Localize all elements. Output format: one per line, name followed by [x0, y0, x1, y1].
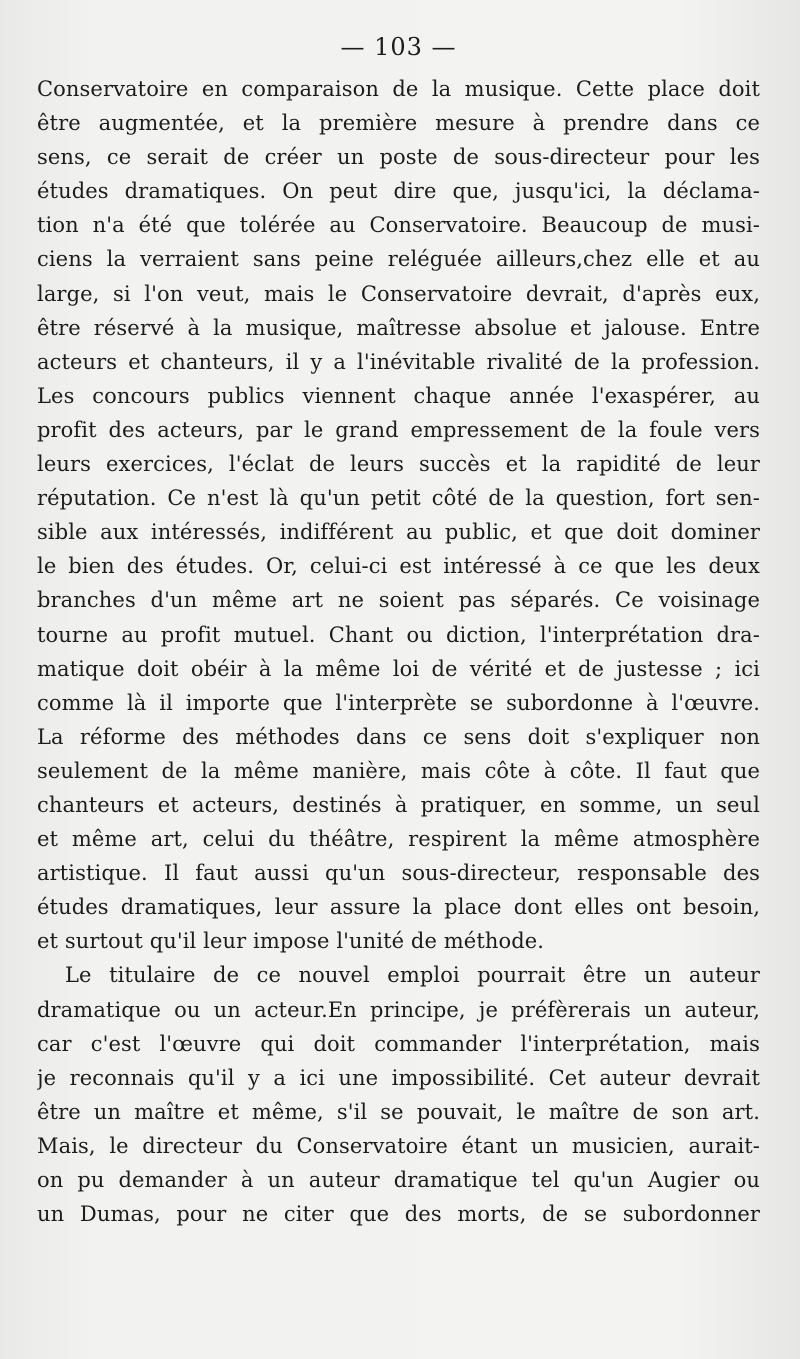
- text-line: le bien des études. Or, celui-ci est intéressé à ce que les deux: [37, 554, 760, 579]
- text-line: être un maître et même, s'il se pouvait, le maître de son art.: [37, 1099, 760, 1124]
- text-line: être réservé à la musique, maîtresse absolue et jalouse. Entre: [37, 315, 760, 340]
- text-line: tourne au profit mutuel. Chant ou diction, l'interprétation dra-: [37, 622, 760, 647]
- text-line: Les concours publics viennent chaque année l'exaspérer, au: [37, 383, 760, 408]
- text-line: profit des acteurs, par le grand empressement de la foule vers: [37, 417, 760, 442]
- text-line: être augmentée, et la première mesure à prendre dans ce: [37, 111, 760, 136]
- body-text: [37, 72, 760, 1231]
- text-line: on pu demander à un auteur dramatique tel qu'un Augier ou: [37, 1168, 760, 1192]
- page-number: — 103 —: [340, 33, 457, 61]
- text-line: branches d'un même art ne soient pas séparés. Ce voisinage: [37, 588, 760, 613]
- text-line: et surtout qu'il leur impose l'unité de méthode.: [37, 929, 545, 954]
- text-line: chanteurs et acteurs, destinés à pratiquer, en somme, un seul: [37, 792, 760, 817]
- text-line: je reconnais qu'il y a ici une impossibilité. Cet auteur devrait: [37, 1065, 760, 1090]
- text-line: réputation. Ce n'est là qu'un petit côté de la question, fort sen-: [37, 486, 760, 511]
- text-line: sible aux intéressés, indifférent au public, et que doit dominer: [37, 520, 760, 545]
- text-line: tion n'a été que tolérée au Conservatoire. Beaucoup de musi-: [37, 213, 760, 238]
- text-line: large, si l'on veut, mais le Conservatoire devrait, d'après eux,: [37, 281, 760, 306]
- text-line: seulement de la même manière, mais côte à côte. Il faut que: [37, 758, 760, 783]
- text-line: et même art, celui du théâtre, respirent la même atmosphère: [37, 827, 760, 852]
- paragraph: [37, 72, 760, 958]
- text-line: sens, ce serait de créer un poste de sous-directeur pour les: [37, 145, 760, 170]
- text-line: leurs exercices, l'éclat de leurs succès et la rapidité de leur: [37, 452, 760, 477]
- text-line: un Dumas, pour ne citer que des morts, de se subordonner: [37, 1202, 760, 1227]
- text-line: artistique. Il faut aussi qu'un sous-directeur, responsable des: [37, 861, 760, 886]
- text-line: La réforme des méthodes dans ce sens doit s'expliquer non: [37, 724, 760, 749]
- text-line: Mais, le directeur du Conservatoire étant un musicien, aurait-: [37, 1133, 760, 1158]
- text-line: acteurs et chanteurs, il y a l'inévitable rivalité de la profession.: [37, 349, 760, 374]
- text-line: car c'est l'œuvre qui doit commander l'interprétation, mais: [37, 1031, 760, 1056]
- text-line: dramatique ou un acteur.En principe, je préfèrerais un auteur,: [37, 997, 760, 1022]
- paragraph: [37, 958, 760, 1231]
- text-line: études dramatiques. On peut dire que, jusqu'ici, la déclama-: [37, 179, 760, 204]
- text-line: Le titulaire de ce nouvel emploi pourrait être un auteur: [65, 963, 760, 988]
- text-line: études dramatiques, leur assure la place dont elles ont besoin,: [37, 895, 760, 920]
- text-line: matique doit obéir à la même loi de vérité et de justesse ; ici: [37, 656, 760, 681]
- text-line: Conservatoire en comparaison de la musique. Cette place doit: [37, 77, 760, 101]
- text-line: comme là il importe que l'interprète se subordonne à l'œuvre.: [37, 690, 760, 715]
- text-line: ciens la verraient sans peine reléguée ailleurs,chez elle et au: [37, 247, 760, 272]
